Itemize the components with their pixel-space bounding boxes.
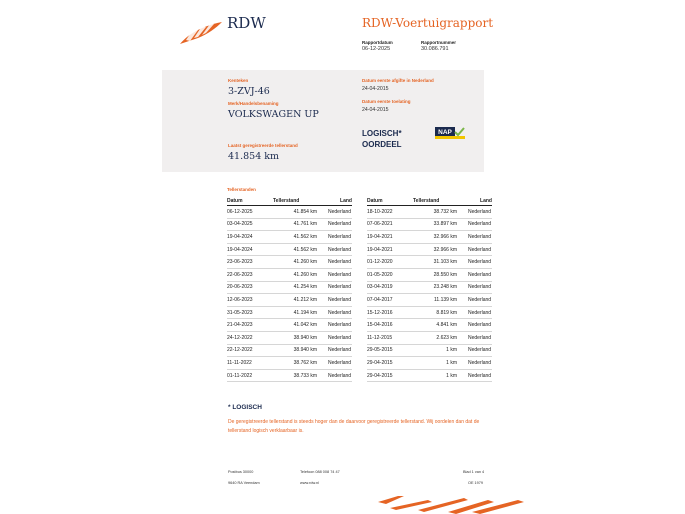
row-reading: 41.260 km: [273, 256, 328, 269]
row-reading: 32.966 km: [413, 231, 468, 244]
row-date: 06-12-2025: [227, 206, 273, 219]
row-country: Nederland: [468, 369, 492, 382]
odometer-table-title: Tellerstanden: [227, 187, 256, 192]
verdict-sub: OORDEEL: [362, 140, 402, 149]
report-number: 30.086.791: [421, 46, 449, 52]
row-reading: 8.819 km: [413, 306, 468, 319]
footer-website: www.rdw.nl: [300, 481, 319, 485]
col-date: Datum: [227, 196, 273, 206]
row-reading: 41.254 km: [273, 281, 328, 294]
row-country: Nederland: [468, 306, 492, 319]
row-date: 21-04-2023: [227, 319, 273, 332]
table-row: [367, 218, 492, 231]
table-row: [227, 331, 352, 344]
row-date: 19-04-2024: [227, 231, 273, 244]
row-reading: 41.260 km: [273, 268, 328, 281]
row-date: 03-04-2025: [227, 218, 273, 231]
row-reading: 32.966 km: [413, 243, 468, 256]
row-reading: 1 km: [413, 357, 468, 370]
row-date: 07-04-2017: [367, 294, 413, 307]
row-reading: 41.042 km: [273, 319, 328, 332]
table-row: [227, 243, 352, 256]
plate-label: Kenteken: [228, 78, 249, 83]
row-country: Nederland: [328, 256, 352, 269]
table-row: [367, 206, 492, 219]
row-country: Nederland: [328, 344, 352, 357]
table-row: [227, 319, 352, 332]
row-date: 22-06-2023: [227, 268, 273, 281]
row-country: Nederland: [328, 306, 352, 319]
table-row: [367, 231, 492, 244]
table-row: [227, 218, 352, 231]
row-country: Nederland: [328, 206, 352, 219]
row-reading: 31.103 km: [413, 256, 468, 269]
col-reading: Tellerstand: [413, 196, 468, 206]
table-row: [227, 369, 352, 382]
table-row: [227, 306, 352, 319]
row-date: 01-11-2022: [227, 369, 273, 382]
row-reading: 41.562 km: [273, 231, 328, 244]
odometer-table-right: [367, 196, 492, 382]
row-date: 23-06-2023: [227, 256, 273, 269]
nap-logo-text: NAP: [438, 129, 452, 136]
table-row: [227, 294, 352, 307]
row-country: Nederland: [328, 319, 352, 332]
rdw-logo-icon: [178, 20, 224, 46]
row-date: 03-04-2019: [367, 281, 413, 294]
footnote-text: De geregistreerde tellerstand is steeds hoger dan de daarvoor geregistreerde tellerstand. Wij oordelen dan dat de tellerstand logisch verklaarbaar is.: [228, 419, 480, 434]
row-reading: 4.841 km: [413, 319, 468, 332]
table-row: [227, 206, 352, 219]
row-reading: 38.762 km: [273, 357, 328, 370]
table-row: [227, 268, 352, 281]
row-country: Nederland: [468, 357, 492, 370]
table-row: [367, 331, 492, 344]
table-row: [367, 357, 492, 370]
vehicle-summary-panel: [162, 70, 484, 172]
row-date: 22-12-2022: [227, 344, 273, 357]
row-country: Nederland: [328, 243, 352, 256]
row-reading: 1 km: [413, 344, 468, 357]
row-date: 29-05-2015: [367, 344, 413, 357]
make-label: Merk/Handelsbenaming: [228, 101, 279, 106]
row-reading: 38.732 km: [413, 206, 468, 219]
row-date: 29-04-2015: [367, 357, 413, 370]
table-row: [367, 268, 492, 281]
decorative-stripes-icon: [368, 494, 528, 514]
row-date: 11-12-2015: [367, 331, 413, 344]
row-date: 11-11-2022: [227, 357, 273, 370]
row-country: Nederland: [468, 218, 492, 231]
report-title: RDW-Voertuigrapport: [362, 16, 494, 30]
row-country: Nederland: [468, 294, 492, 307]
row-country: Nederland: [468, 268, 492, 281]
row-date: 12-06-2023: [227, 294, 273, 307]
footer-code: OE 1979: [468, 481, 483, 485]
row-country: Nederland: [328, 218, 352, 231]
nap-logo-icon: [435, 127, 465, 139]
report-date: 06-12-2025: [362, 46, 391, 52]
table-row: [227, 281, 352, 294]
table-row: [227, 231, 352, 244]
table-row: [367, 294, 492, 307]
row-date: 19-04-2024: [227, 243, 273, 256]
table-row: [367, 256, 492, 269]
col-country: Land: [468, 196, 492, 206]
row-country: Nederland: [328, 268, 352, 281]
footer-po-box: Postbus 30000: [228, 470, 254, 474]
table-row: [367, 369, 492, 382]
brand-name: RDW: [227, 14, 266, 32]
table-row: [367, 306, 492, 319]
row-date: 15-04-2016: [367, 319, 413, 332]
row-country: Nederland: [328, 281, 352, 294]
row-reading: 38.940 km: [273, 331, 328, 344]
row-date: 19-04-2021: [367, 243, 413, 256]
odometer-label: Laatst geregistreerde tellerstand: [228, 143, 298, 148]
license-plate: 3-ZVJ-46: [228, 86, 270, 97]
row-date: 29-04-2015: [367, 369, 413, 382]
table-row: [227, 344, 352, 357]
row-reading: 41.854 km: [273, 206, 328, 219]
row-reading: 41.194 km: [273, 306, 328, 319]
row-country: Nederland: [328, 231, 352, 244]
row-country: Nederland: [468, 206, 492, 219]
row-date: 01-05-2020: [367, 268, 413, 281]
row-reading: 11.139 km: [413, 294, 468, 307]
report-date-label: Rapportdatum: [362, 40, 393, 45]
row-reading: 1 km: [413, 369, 468, 382]
footnote-title: * LOGISCH: [228, 404, 262, 411]
col-reading: Tellerstand: [273, 196, 328, 206]
row-reading: 38.733 km: [273, 369, 328, 382]
table-row: [367, 319, 492, 332]
table-row: [227, 357, 352, 370]
row-country: Nederland: [468, 281, 492, 294]
row-date: 20-06-2023: [227, 281, 273, 294]
verdict: LOGISCH*: [362, 129, 402, 138]
row-country: Nederland: [468, 256, 492, 269]
row-reading: 28.550 km: [413, 268, 468, 281]
first-nl-date: 24-04-2015: [362, 86, 389, 92]
row-country: Nederland: [468, 243, 492, 256]
table-row: [367, 344, 492, 357]
first-admission-date: 24-04-2015: [362, 107, 389, 113]
report-number-label: Rapportnummer: [421, 40, 457, 45]
vehicle-make: VOLKSWAGEN UP: [228, 109, 319, 120]
footer-page: Blad 1 van 4: [463, 470, 485, 474]
first-admission-label: Datum eerste toelating: [362, 99, 411, 104]
row-date: 01-12-2020: [367, 256, 413, 269]
row-reading: 2.623 km: [413, 331, 468, 344]
table-row: [227, 256, 352, 269]
first-nl-label: Datum eerste afgifte in Nederland: [362, 78, 434, 83]
row-country: Nederland: [328, 357, 352, 370]
row-date: 24-12-2022: [227, 331, 273, 344]
row-country: Nederland: [328, 294, 352, 307]
row-country: Nederland: [468, 344, 492, 357]
row-date: 07-06-2021: [367, 218, 413, 231]
row-date: 19-04-2021: [367, 231, 413, 244]
row-country: Nederland: [468, 319, 492, 332]
row-country: Nederland: [468, 231, 492, 244]
last-odometer: 41.854 km: [228, 151, 280, 162]
row-reading: 41.761 km: [273, 218, 328, 231]
row-country: Nederland: [468, 331, 492, 344]
col-country: Land: [328, 196, 352, 206]
odometer-table-left: [227, 196, 352, 382]
row-date: 15-12-2016: [367, 306, 413, 319]
row-date: 31-05-2023: [227, 306, 273, 319]
row-reading: 41.212 km: [273, 294, 328, 307]
table-row: [367, 281, 492, 294]
row-reading: 38.940 km: [273, 344, 328, 357]
table-row: [367, 243, 492, 256]
row-reading: 41.562 km: [273, 243, 328, 256]
row-country: Nederland: [328, 331, 352, 344]
row-reading: 23.248 km: [413, 281, 468, 294]
row-date: 18-10-2022: [367, 206, 413, 219]
col-date: Datum: [367, 196, 413, 206]
row-country: Nederland: [328, 369, 352, 382]
footer-phone: Telefoon 088 008 74 47: [300, 470, 340, 474]
footer-postcode: 9640 RA Veendam: [228, 481, 260, 485]
row-reading: 33.897 km: [413, 218, 468, 231]
